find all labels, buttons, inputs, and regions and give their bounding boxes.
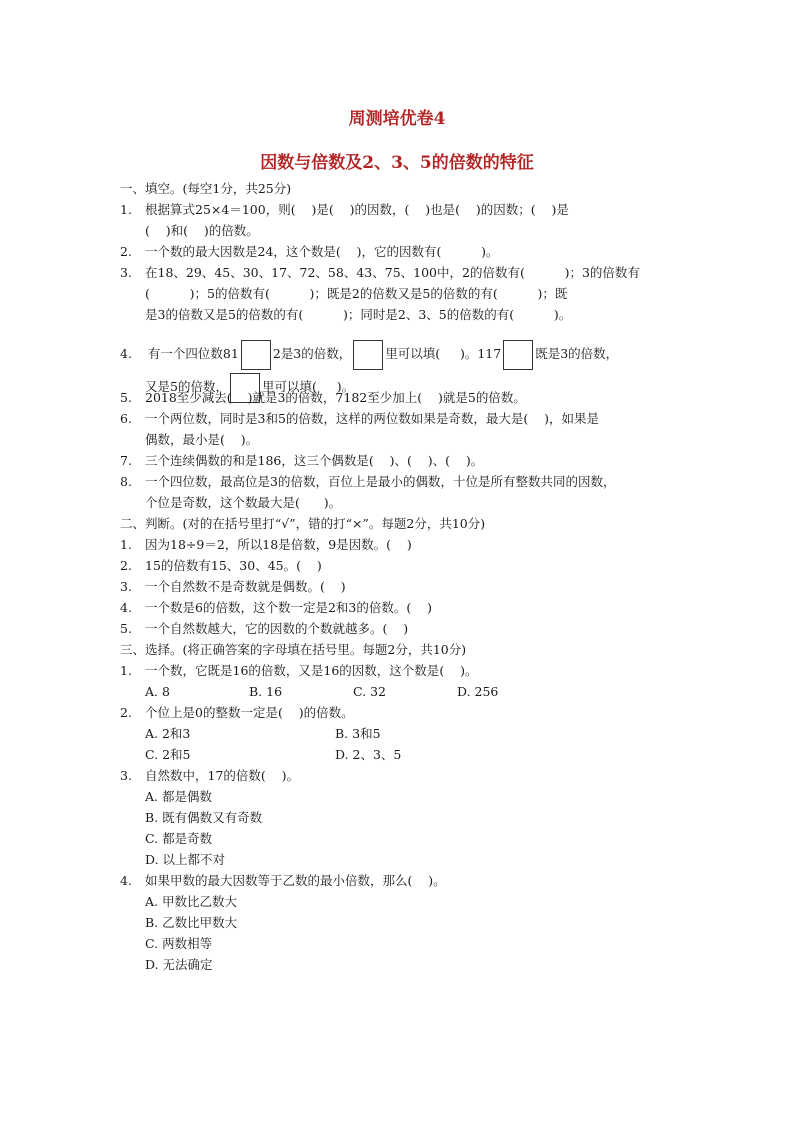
question-text: 一个自然数越大，它的因数的个数就越多。( ) <box>145 621 409 636</box>
question-text: 既是3的倍数， <box>535 346 619 361</box>
choice-option[interactable]: B. 乙数比甲数大 <box>145 915 238 930</box>
worksheet-subtitle: 因数与倍数及2、3、5的倍数的特征 <box>260 153 534 173</box>
judge-question-1 <box>120 534 680 555</box>
fill-question-4 <box>120 325 680 394</box>
question-text: 一个数，它既是16的倍数，又是16的因数，这个数是( )。 <box>145 663 478 678</box>
question-text: 偶数，最小是( )。 <box>145 432 259 447</box>
choice-question-4 <box>120 870 680 891</box>
choice-question-1 <box>120 660 680 681</box>
question-text: ( )和( )的倍数。 <box>145 223 259 238</box>
question-text: 里可以填( )。 <box>261 379 355 394</box>
question-number: 3. <box>120 579 132 594</box>
question-text: 一个自然数不是奇数就是偶数。( ) <box>145 579 346 594</box>
question-number: 1. <box>120 537 132 552</box>
fill-question-5 <box>120 387 680 408</box>
choice-options <box>120 744 680 765</box>
question-number: 5. <box>120 621 132 636</box>
question-text: 是3的倍数又是5的倍数的有( )；同时是2、3、5的倍数的有( )。 <box>145 307 572 322</box>
fill-question-1 <box>120 199 680 241</box>
judge-question-5 <box>120 618 680 639</box>
answer-box[interactable] <box>503 340 533 370</box>
answer-box[interactable] <box>241 340 271 370</box>
question-number: 2. <box>120 705 132 720</box>
question-number: 5. <box>120 390 132 405</box>
question-text: 一个数是6的倍数，这个数一定是2和3的倍数。( ) <box>145 600 433 615</box>
question-text: 有一个四位数81 <box>147 346 239 361</box>
choice-question-3 <box>120 765 680 786</box>
question-text: 一个数的最大因数是24，这个数是( )，它的因数有( )。 <box>145 244 499 259</box>
choice-option[interactable]: D. 2、3、5 <box>335 747 402 762</box>
question-number: 2. <box>120 558 132 573</box>
question-text: 在18、29、45、30、17、72、58、43、75、100中，2的倍数有( )；3的倍数有 <box>145 265 640 280</box>
question-number: 4. <box>120 873 132 888</box>
question-text: 根据算式25×4＝100，则( )是( )的因数，( )也是( )的因数；( )是 <box>145 202 569 217</box>
choice-option[interactable]: C. 都是奇数 <box>145 831 213 846</box>
question-text: 一个四位数，最高位是3的倍数，百位上是最小的偶数，十位是所有整数共同的因数， <box>145 474 616 489</box>
question-text: ( )；5的倍数有( )；既是2的倍数又是5的倍数的有( )；既 <box>145 286 568 301</box>
fill-question-8 <box>120 471 680 513</box>
judge-question-3 <box>120 576 680 597</box>
choice-option[interactable]: D. 以上都不对 <box>145 852 226 867</box>
fill-question-3 <box>120 262 680 325</box>
worksheet-title: 周测培优卷4 <box>348 109 446 129</box>
choice-options <box>120 723 680 744</box>
question-number: 1. <box>120 202 132 217</box>
choice-option[interactable]: B. 16 <box>249 684 283 699</box>
choice-option[interactable]: C. 两数相等 <box>145 936 213 951</box>
question-text: 2是3的倍数， <box>272 346 352 361</box>
section-3-heading: 三、选择。(将正确答案的字母填在括号里。每题2分，共10分) <box>120 642 467 657</box>
question-number: 4. <box>120 600 132 615</box>
question-text: 自然数中，17的倍数( )。 <box>145 768 300 783</box>
choice-option[interactable]: A. 都是偶数 <box>145 789 212 804</box>
question-text: 又是5的倍数， <box>145 379 228 394</box>
choice-option[interactable]: A. 8 <box>145 684 170 699</box>
choice-options <box>120 681 680 702</box>
choice-option[interactable]: D. 无法确定 <box>145 957 213 972</box>
choice-option[interactable]: C. 2和5 <box>145 747 191 762</box>
fill-question-7 <box>120 450 680 471</box>
question-number: 1. <box>120 663 132 678</box>
question-number: 2. <box>120 244 132 259</box>
choice-option[interactable]: D. 256 <box>457 684 499 699</box>
choice-question-2 <box>120 702 680 723</box>
question-text: 15的倍数有15、30、45。( ) <box>145 558 322 573</box>
question-text: 一个两位数，同时是3和5的倍数，这样的两位数如果是奇数，最大是( )，如果是 <box>145 411 600 426</box>
question-text: 个位上是0的整数一定是( )的倍数。 <box>145 705 354 720</box>
question-number: 7. <box>120 453 132 468</box>
question-number: 3. <box>120 768 132 783</box>
choice-option[interactable]: A. 甲数比乙数大 <box>145 894 237 909</box>
question-text: 三个连续偶数的和是186，这三个偶数是( )、( )、( )。 <box>145 453 484 468</box>
fill-question-2 <box>120 241 680 262</box>
section-1-heading: 一、填空。(每空1分，共25分) <box>120 181 292 196</box>
section-2-heading: 二、判断。(对的在括号里打“√”，错的打“×”。每题2分，共10分) <box>120 516 486 531</box>
judge-question-4 <box>120 597 680 618</box>
question-number: 6. <box>120 411 132 426</box>
question-number: 3. <box>120 265 132 280</box>
question-text: 2018至少减去( )就是3的倍数，7182至少加上( )就是5的倍数。 <box>145 390 526 405</box>
question-text: 因为18÷9＝2，所以18是倍数，9是因数。( ) <box>145 537 412 552</box>
question-number: 8. <box>120 474 132 489</box>
choice-option[interactable]: C. 32 <box>353 684 386 699</box>
question-row <box>120 334 618 364</box>
choice-option[interactable]: A. 2和3 <box>145 726 191 741</box>
judge-question-2 <box>120 555 680 576</box>
fill-question-6 <box>120 408 680 450</box>
answer-box[interactable] <box>353 340 383 370</box>
choice-option[interactable]: B. 3和5 <box>335 726 381 741</box>
question-number: 4. <box>120 346 132 361</box>
choice-option[interactable]: B. 既有偶数又有奇数 <box>145 810 263 825</box>
question-text: 个位是奇数，这个数最大是( )。 <box>145 495 342 510</box>
worksheet-content <box>120 178 680 975</box>
question-text: 里可以填( )。117 <box>385 346 502 361</box>
question-text: 如果甲数的最大因数等于乙数的最小倍数，那么( )。 <box>145 873 446 888</box>
